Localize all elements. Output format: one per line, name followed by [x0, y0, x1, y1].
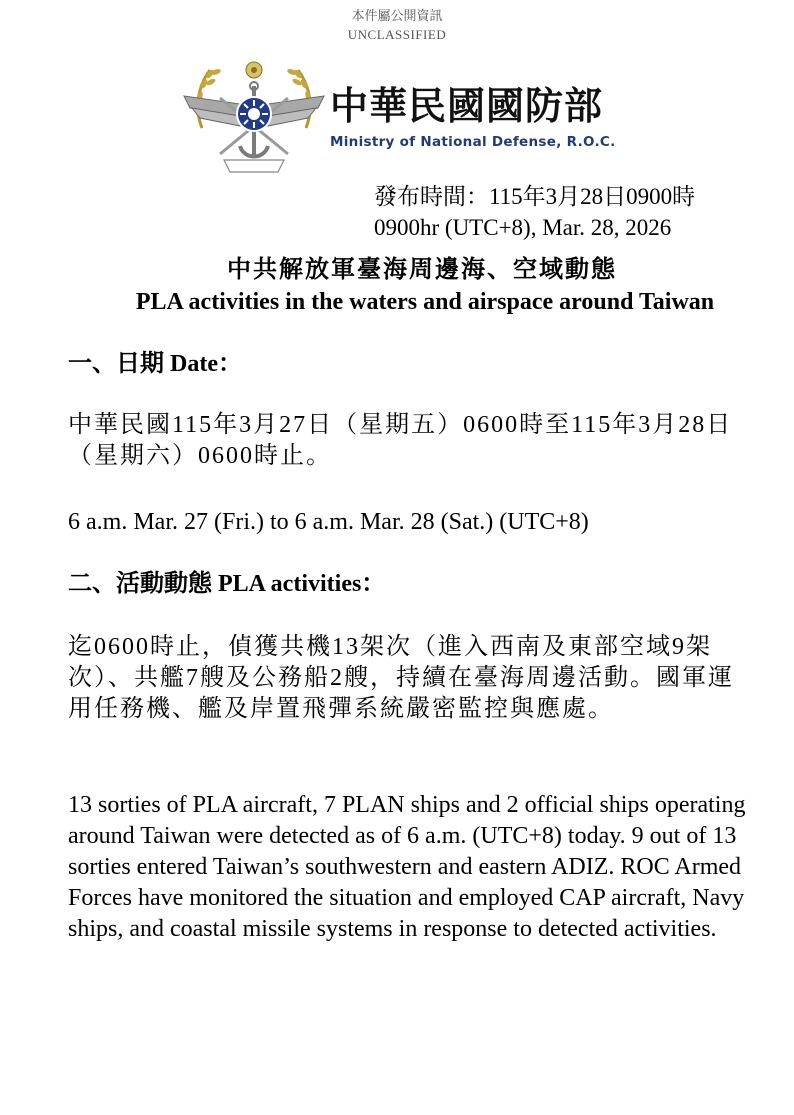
section-activities-text-zh: 迄0600時止，偵獲共機13架次（進入西南及東部空域9架次）、共艦7艘及公務船2艘，持續在臺海周邊活動。國軍運用任務機、艦及岸置飛彈系統嚴密監控與應處。	[68, 634, 734, 722]
ministry-name-zh: 中華民國國防部	[330, 84, 604, 128]
classification-en: UNCLASSIFIED	[347, 27, 447, 42]
section-activities-heading: 二、活動動態 PLA activities：	[68, 571, 386, 597]
section-date-text-en: 6 a.m. Mar. 27 (Fri.) to 6 a.m. Mar. 28 (Sat.) (UTC+8)	[68, 509, 589, 535]
report-title-zh: 中共解放軍臺海周邊海、空域動態	[227, 257, 617, 283]
ministry-name-en: Ministry of National Defense, R.O.C.	[330, 134, 616, 150]
release-time-zh: 發布時間：115年3月28日0900時	[374, 184, 696, 209]
classification-zh: 本件屬公開資訊	[351, 8, 443, 23]
section-activities-text-en: 13 sorties of PLA aircraft, 7 PLAN ships and 2 official ships operating around Taiwan were detected as of 6 a.m. (UTC+8) today. 9 out of 13 sorties entered Taiwan’s southwestern and eastern ADIZ. ROC Armed Forces have monitored the situation and employed CAP aircraft, Navy ships, and coastal missile systems in response to detected activities.	[68, 792, 746, 942]
section-date-text-zh: 中華民國115年3月27日（星期五）0600時至115年3月28日（星期六）0600時止。	[68, 412, 733, 469]
ministry-emblem-logo	[180, 56, 328, 176]
report-title-en: PLA activities in the waters and airspace around Taiwan	[135, 289, 715, 315]
section-date-heading: 一、日期 Date：	[68, 351, 242, 377]
release-time-en: 0900hr (UTC+8), Mar. 28, 2026	[374, 215, 672, 240]
